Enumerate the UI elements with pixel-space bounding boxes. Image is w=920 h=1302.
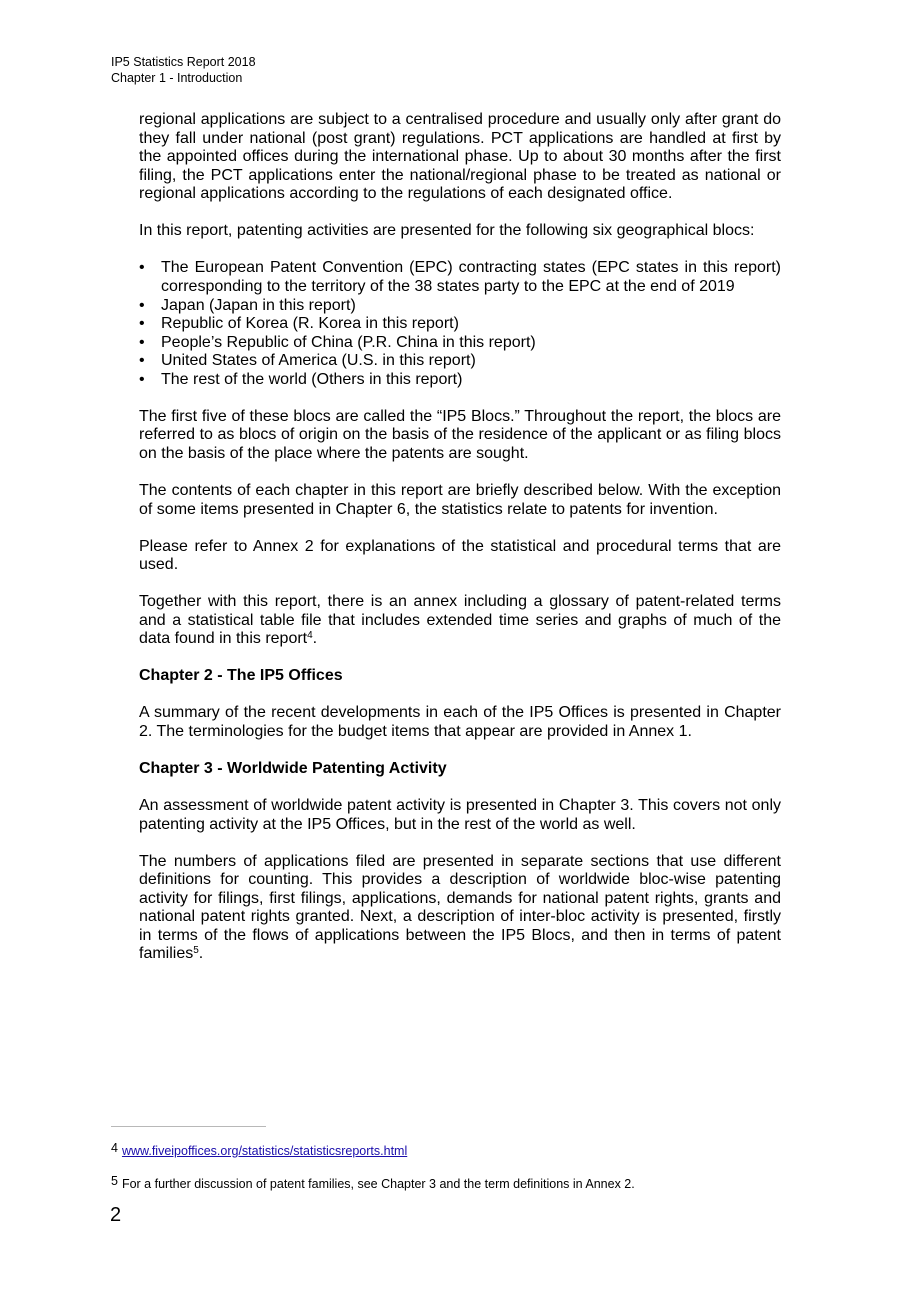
list-item: • United States of America (U.S. in this report) — [139, 352, 476, 370]
bullet-icon: • — [139, 296, 145, 314]
footnote-number: 4 — [111, 1141, 118, 1155]
bullet-icon: • — [139, 259, 145, 277]
paragraph-chapter-contents: The contents of each chapter in this report are briefly described below. With the exception of some items presented in Chapter 6, the statistics relate to patents for invention. — [139, 482, 781, 518]
list-item: • People’s Republic of China (P.R. China in this report) — [139, 333, 536, 351]
paragraph-applications-filed: The numbers of applications filed are presented in separate sections that use different definitions for counting. This provides a description of worldwide bloc-wise patenting activity for filings, first filings, applications, demands for national patent rights, grants and national patent rights granted. Next, a description of inter-bloc activity is presented, firstly in terms of the flows of applications between the IP5 Blocs, and then in terms of patent families$^5$. — [139, 852, 781, 963]
bullet-icon: • — [139, 352, 145, 370]
footnote-number: 5 — [111, 1174, 118, 1188]
footnote-text: For a further discussion of patent families, see Chapter 3 and the term definitions in Annex 2. — [121, 1177, 635, 1191]
header-report-title: IP5 Statistics Report 2018 — [111, 55, 256, 69]
heading-chapter-2: Chapter 2 - The IP5 Offices — [139, 667, 343, 685]
footnote-5 — [111, 1173, 635, 1192]
footnote-separator — [111, 1126, 266, 1127]
bullet-icon: • — [139, 333, 145, 351]
footnote-4 — [111, 1140, 407, 1159]
blocs-list — [139, 259, 781, 389]
list-item: • Republic of Korea (R. Korea in this report) — [139, 315, 459, 333]
paragraph-annex-reference: Please refer to Annex 2 for explanations of the statistical and procedural terms that are used. — [139, 537, 781, 574]
footnote-ref-5[interactable]: 5 — [193, 945, 199, 957]
heading-chapter-3: Chapter 3 - Worldwide Patenting Activity — [139, 759, 447, 777]
footnote-ref-4[interactable]: 4 — [307, 630, 313, 642]
running-header — [111, 54, 256, 86]
paragraph-ip5-blocs: The first five of these blocs are called the “IP5 Blocs.” Throughout the report, the blocs are referred to as blocs of origin on the basis of the residence of the applicant or as filing blocs on the basis of the place where the patents are sought. — [139, 407, 781, 463]
header-chapter-title: Chapter 1 - Introduction — [111, 71, 243, 85]
paragraph-regional-applications: regional applications are subject to a centralised procedure and usually only after grant do they fall under national (post grant) regulations. PCT applications are handled at first by the appointed offices during the international phase. Up to about 30 months after the first filing, the PCT applications enter the national/regional phase to be treated as national or regional applications according to the regulations of each designated office. — [139, 111, 781, 203]
paragraph-annex-glossary: Together with this report, there is an annex including a glossary of patent-related terms and a statistical table file that includes extended time series and graphs of much of the data found in this report$^4$. — [139, 593, 781, 648]
page-number: 2 — [110, 1204, 122, 1226]
paragraph-worldwide-assessment: An assessment of worldwide patent activity is presented in Chapter 3. This covers not only patenting activity at the IP5 Offices, but in the rest of the world as well. — [139, 796, 781, 833]
bullet-icon: • — [139, 315, 145, 333]
list-item: • The rest of the world (Others in this report) — [139, 370, 463, 388]
statistics-reports-link[interactable]: www.fiveipoffices.org/statistics/statisticsreports.html — [121, 1144, 408, 1158]
bullet-icon: • — [139, 370, 145, 388]
paragraph-geographical-blocs: In this report, patenting activities are presented for the following six geographical blocs: — [139, 222, 755, 240]
paragraph-ip5-offices-summary: A summary of the recent developments in each of the IP5 Offices is presented in Chapter 2. The terminologies for the budget items that appear are provided in Annex 1. — [139, 704, 781, 740]
body-text — [139, 111, 781, 982]
list-item: • The European Patent Convention (EPC) contracting states (EPC states in this report) corresponding to the territory of the 38 states party to the EPC at the end of 2019 — [139, 259, 781, 295]
list-item: • Japan (Japan in this report) — [139, 296, 356, 314]
